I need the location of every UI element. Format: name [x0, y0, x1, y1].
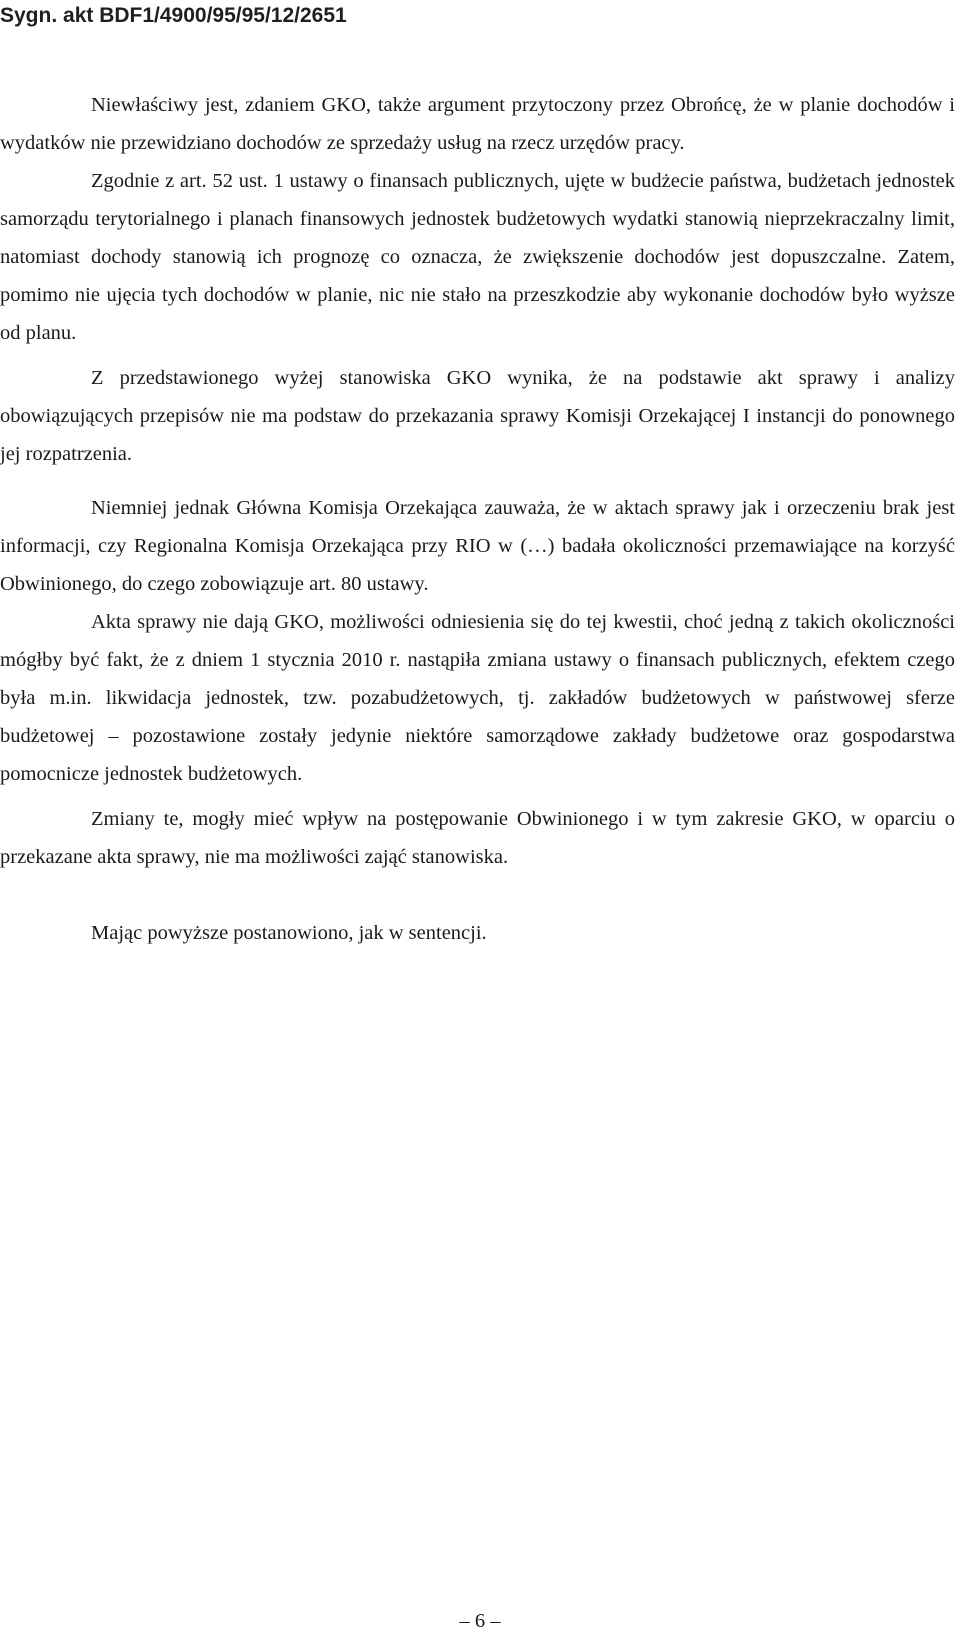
case-number: Sygn. akt BDF1/4900/95/95/12/2651 — [0, 4, 347, 27]
page-number: – 6 – — [459, 1610, 501, 1632]
paragraph-7: Mając powyższe postanowiono, jak w sentencji. — [91, 922, 487, 944]
paragraph-2: Zgodnie z art. 52 ust. 1 ustawy o finansach publicznych, ujęte w budżecie państwa, budżetach jednostek samorządu terytorialnego i planach finansowych jednostek budżetowych wydatki stanowią nieprzekraczalny limit, natomiast dochody stanowią ich prognozę co oznacza, że zwiększenie dochodów jest dopuszczalne. Zatem, pomimo nie ujęcia tych dochodów w planie, nic nie stało na przeszkodzie aby wykonanie dochodów było wyższe od planu. — [0, 170, 955, 344]
paragraph-5: Akta sprawy nie dają GKO, możliwości odniesienia się do tej kwestii, choć jedną z takich okoliczności mógłby być fakt, że z dniem 1 stycznia 2010 r. nastąpiła zmiana ustawy o finansach publicznych, efektem czego była m.in. likwidacja jednostek, tzw. pozabudżetowych, tj. zakładów budżetowych w państwowej sferze budżetowej – pozostawione zostały jedynie niektóre samorządowe zakłady budżetowe oraz gospodarstwa pomocnicze jednostek budżetowych. — [0, 611, 955, 785]
paragraph-1: Niewłaściwy jest, zdaniem GKO, także argument przytoczony przez Obrońcę, że w planie dochodów i wydatków nie przewidziano dochodów ze sprzedaży usług na rzecz urzędów pracy. — [0, 94, 955, 154]
paragraph-6: Zmiany te, mogły mieć wpływ na postępowanie Obwinionego i w tym zakresie GKO, w oparciu o przekazane akta sprawy, nie ma możliwości zająć stanowiska. — [0, 808, 955, 868]
paragraph-4: Niemniej jednak Główna Komisja Orzekająca zauważa, że w aktach sprawy jak i orzeczeniu brak jest informacji, czy Regionalna Komisja Orzekająca przy RIO w (…) badała okoliczności przemawiające na korzyść Obwinionego, do czego zobowiązuje art. 80 ustawy. — [0, 497, 955, 595]
paragraph-3: Z przedstawionego wyżej stanowiska GKO wynika, że na podstawie akt sprawy i analizy obowiązujących przepisów nie ma podstaw do przekazania sprawy Komisji Orzekającej I instancji do ponownego jej rozpatrzenia. — [0, 367, 955, 465]
document-body — [0, 86, 955, 952]
